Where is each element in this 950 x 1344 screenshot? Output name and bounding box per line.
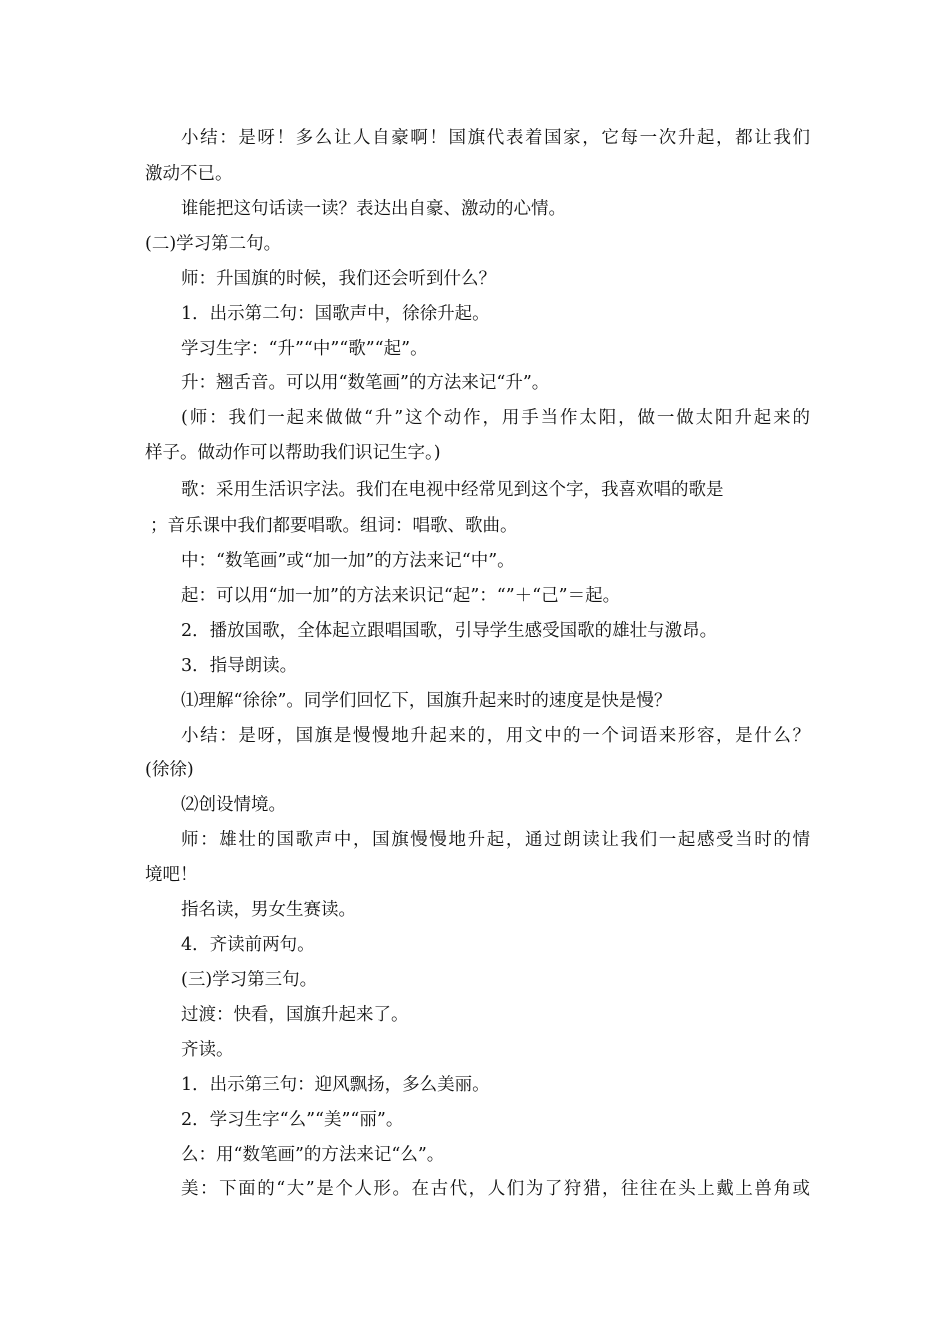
text-line: (徐徐) bbox=[145, 760, 194, 780]
section-heading: (二)学习第二句。 bbox=[145, 234, 282, 254]
text-line: (师：我们一起来做做“升”这个动作，用手当作太阳，做一做太阳升起来的 bbox=[181, 408, 810, 428]
text-line: 2．学习生字“么”“美”“丽”。 bbox=[181, 1110, 404, 1130]
text-line: 过渡：快看，国旗升起来了。 bbox=[181, 1005, 409, 1025]
text-line: 境吧！ bbox=[145, 865, 198, 885]
text-line: 4．齐读前两句。 bbox=[181, 935, 315, 955]
text-line: 小结：是呀，国旗是慢慢地升起来的，用文中的一个词语来形容，是什么？ bbox=[181, 726, 810, 746]
text-line: ⑴理解“徐徐”。同学们回忆下，国旗升起来时的速度是快是慢？ bbox=[181, 691, 672, 711]
text-line: ⑵创设情境。 bbox=[181, 795, 286, 815]
text-line: 学习生字：“升”“中”“歌”“起”。 bbox=[181, 339, 428, 359]
text-line: ；音乐课中我们都要唱歌。组词：唱歌、歌曲。 bbox=[150, 516, 518, 536]
text-line: 2．播放国歌，全体起立跟唱国歌，引导学生感受国歌的雄壮与激昂。 bbox=[181, 621, 718, 641]
text-line: 升：翘舌音。可以用“数笔画”的方法来记“升”。 bbox=[181, 373, 550, 393]
text-line: 小结：是呀！多么让人自豪啊！国旗代表着国家，它每一次升起，都让我们 bbox=[181, 128, 810, 148]
text-line: 激动不已。 bbox=[145, 164, 233, 184]
section-heading: (三)学习第三句。 bbox=[181, 970, 318, 990]
text-line: 1．出示第三句：迎风飘扬，多么美丽。 bbox=[181, 1075, 490, 1095]
text-line: 么：用“数笔画”的方法来记“么”。 bbox=[181, 1145, 445, 1165]
text-line: 师：雄壮的国歌声中，国旗慢慢地升起，通过朗读让我们一起感受当时的情 bbox=[181, 830, 810, 850]
text-line: 谁能把这句话读一读？表达出自豪、激动的心情。 bbox=[181, 199, 566, 219]
text-line: 齐读。 bbox=[181, 1040, 234, 1060]
text-line: 1．出示第二句：国歌声中，徐徐升起。 bbox=[181, 304, 490, 324]
text-line: 中：“数笔画”或“加一加”的方法来记“中”。 bbox=[181, 551, 515, 571]
text-line: 师：升国旗的时候，我们还会听到什么？ bbox=[181, 269, 496, 289]
text-line: 样子。做动作可以帮助我们识记生字。) bbox=[145, 443, 441, 463]
text-line: 指名读，男女生赛读。 bbox=[181, 900, 356, 920]
text-line: 3．指导朗读。 bbox=[181, 656, 298, 676]
text-line: 起：可以用“加一加”的方法来识记“起”：“”＋“己”＝起。 bbox=[181, 586, 621, 606]
text-line: 歌：采用生活识字法。我们在电视中经常见到这个字，我喜欢唱的歌是 bbox=[181, 480, 724, 500]
text-line: 美：下面的“大”是个人形。在古代，人们为了狩猎，往往在头上戴上兽角或 bbox=[181, 1179, 810, 1199]
